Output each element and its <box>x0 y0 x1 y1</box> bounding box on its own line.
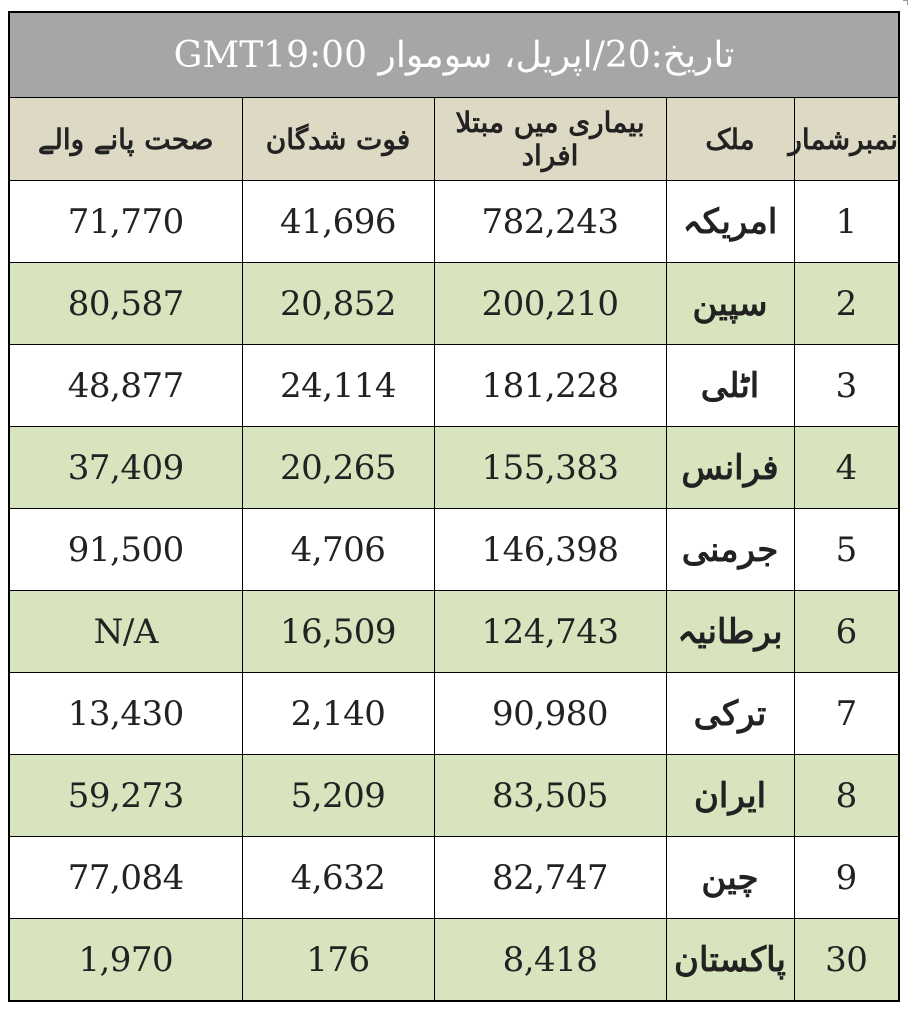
cell-deaths: 24,114 <box>242 345 434 427</box>
cell-recovered: 37,409 <box>9 427 242 509</box>
cell-country: فرانس <box>666 427 794 509</box>
cell-recovered: 77,084 <box>9 837 242 919</box>
cell-recovered: 71,770 <box>9 181 242 263</box>
cell-deaths: 16,509 <box>242 591 434 673</box>
cell-serial: 30 <box>794 919 899 1002</box>
cell-serial: 5 <box>794 509 899 591</box>
table-row <box>9 837 899 919</box>
cell-recovered: 80,587 <box>9 263 242 345</box>
cell-recovered: N/A <box>9 591 242 673</box>
cell-serial: 2 <box>794 263 899 345</box>
cell-country: اٹلی <box>666 345 794 427</box>
table-row <box>9 755 899 837</box>
header-serial: نمبرشمار <box>794 98 899 181</box>
cell-deaths: 41,696 <box>242 181 434 263</box>
cell-recovered: 13,430 <box>9 673 242 755</box>
cell-infected: 8,418 <box>434 919 666 1002</box>
table-row <box>9 427 899 509</box>
header-recovered: صحت پانے والے <box>9 98 242 181</box>
cell-infected: 83,505 <box>434 755 666 837</box>
cell-infected: 124,743 <box>434 591 666 673</box>
cell-country: ایران <box>666 755 794 837</box>
cell-recovered: 48,877 <box>9 345 242 427</box>
cell-country: ترکی <box>666 673 794 755</box>
table-row <box>9 263 899 345</box>
cell-serial: 9 <box>794 837 899 919</box>
cell-infected: 155,383 <box>434 427 666 509</box>
cell-infected: 200,210 <box>434 263 666 345</box>
cell-country: امریکہ <box>666 181 794 263</box>
table-row <box>9 509 899 591</box>
table-row <box>9 673 899 755</box>
cell-serial: 4 <box>794 427 899 509</box>
cell-deaths: 4,632 <box>242 837 434 919</box>
cell-deaths: 20,852 <box>242 263 434 345</box>
title-row <box>9 12 899 98</box>
cell-infected: 181,228 <box>434 345 666 427</box>
table-row <box>9 181 899 263</box>
cell-recovered: 59,273 <box>9 755 242 837</box>
table-row <box>9 919 899 1002</box>
cell-infected: 90,980 <box>434 673 666 755</box>
cell-serial: 3 <box>794 345 899 427</box>
cell-serial: 8 <box>794 755 899 837</box>
cell-infected: 782,243 <box>434 181 666 263</box>
header-row <box>9 98 899 181</box>
cell-country: جرمنی <box>666 509 794 591</box>
cell-serial: 7 <box>794 673 899 755</box>
cell-country: پاکستان <box>666 919 794 1002</box>
cell-country: سپین <box>666 263 794 345</box>
header-infected: بیماری میں مبتلا افراد <box>434 98 666 181</box>
cell-recovered: 1,970 <box>9 919 242 1002</box>
cell-deaths: 20,265 <box>242 427 434 509</box>
table-body <box>9 181 899 1002</box>
table-title: تاریخ:20/اپریل، سوموار GMT19:00 <box>9 12 899 98</box>
table-row <box>9 591 899 673</box>
cell-recovered: 91,500 <box>9 509 242 591</box>
header-country: ملک <box>666 98 794 181</box>
cell-deaths: 5,209 <box>242 755 434 837</box>
table-row <box>9 345 899 427</box>
cell-serial: 1 <box>794 181 899 263</box>
cell-serial: 6 <box>794 591 899 673</box>
cell-deaths: 2,140 <box>242 673 434 755</box>
cell-country: برطانیہ <box>666 591 794 673</box>
cell-infected: 82,747 <box>434 837 666 919</box>
page-corner-mark <box>903 0 908 5</box>
statistics-table <box>8 11 900 1002</box>
cell-country: چین <box>666 837 794 919</box>
cell-infected: 146,398 <box>434 509 666 591</box>
header-deaths: فوت شدگان <box>242 98 434 181</box>
cell-deaths: 176 <box>242 919 434 1002</box>
cell-deaths: 4,706 <box>242 509 434 591</box>
